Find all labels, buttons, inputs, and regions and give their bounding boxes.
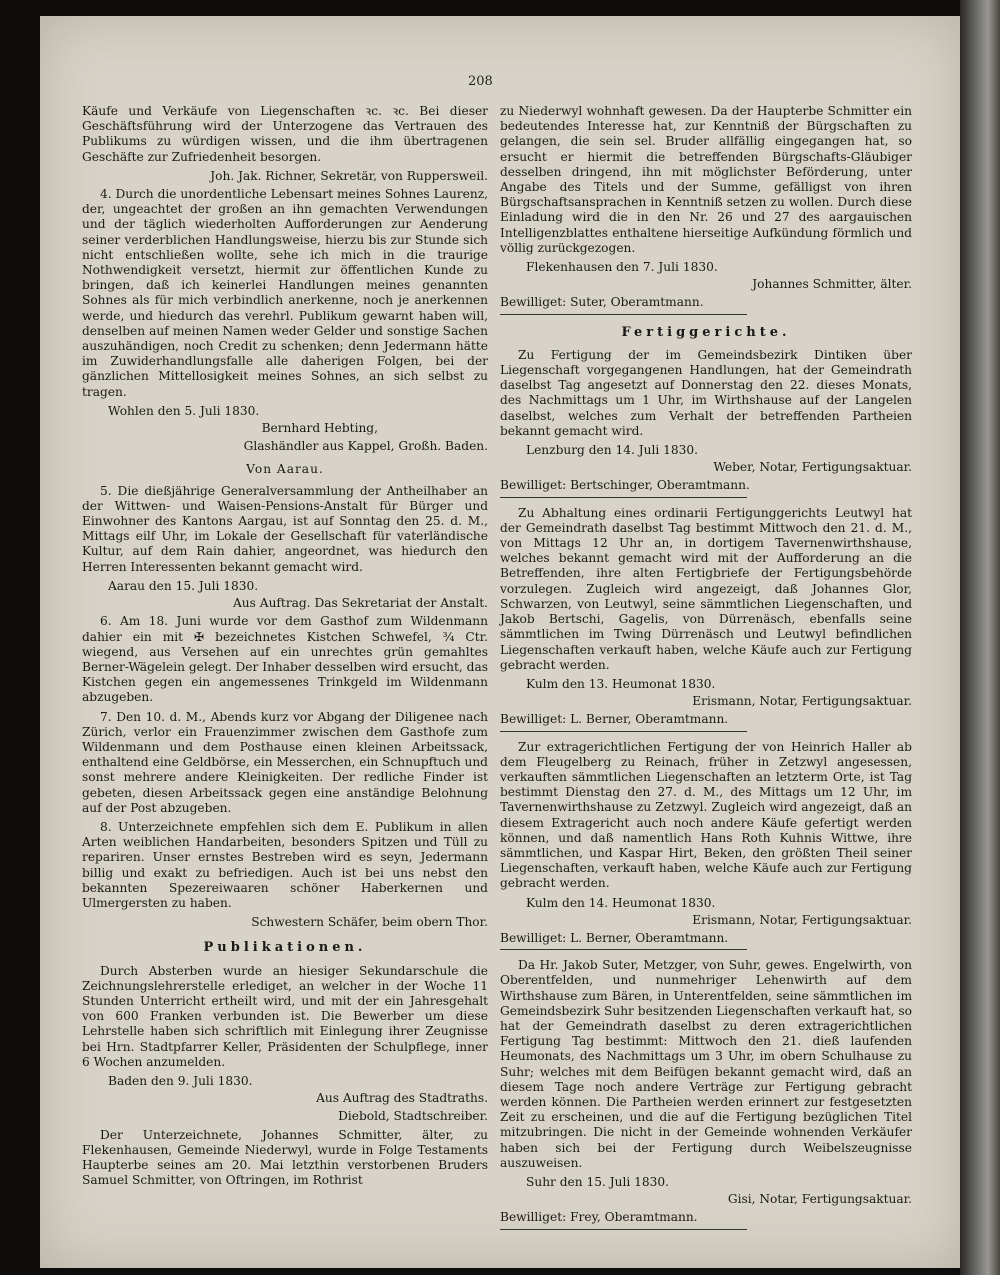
left-column: [82, 104, 488, 1192]
left-paragraph-1: Käufe und Verkäufe von Liegenschaften ꝛc. ꝛc. Bei dieser Geschäftsführung wird der Unterzogene das Vertrauen des Publikums zu würdigen wissen, und die ihm übertragenen Geschäfte zur Zufriedenheit besorgen.: [82, 104, 488, 164]
page-number: 208: [468, 74, 493, 89]
section-heading-aarau: Von Aarau.: [246, 462, 324, 477]
right-paragraph-1: zu Niederwyl wohnhaft gewesen. Da der Haupterbe Schmitter ein bedeutendes Interesse hat, zur Kenntniß der Bürgschaften zu gelangen, die sein sel. Bruder allfällig eingegangen hat, so ersucht er hiermit die betreffenden Bürgschafts-Gläubiger desselben dringend, ihn mit möglichster Beförderung, unter Angabe des Titels und der Summe, gefälligst von ihren Bürgschaftsansprachen in Kenntniß setzen zu wollen. Durch diese Einladung wird die in den Nr. 26 und 27 des aargauischen Intelligenzblattes enthaltene hierseitige Aufkündung förmlich und völlig zurückgezogen.: [500, 104, 912, 255]
left-signature-1: Joh. Jak. Richner, Sekretär, von Ruppersweil.: [210, 168, 488, 183]
left-date-5: Aarau den 15. Juli 1830.: [108, 578, 259, 593]
left-paragraph-2: 4. Durch die unordentliche Lebensart meines Sohnes Laurenz, der, ungeachtet der großen an ihn gemachten Verwendungen und der täglich wiederholten Aufforderungen zur Aenderung seiner verderblichen Handlungsweise, hierzu bis zur Stunde sich nicht entschließen wollte, sehe ich mich in die traurige Nothwendigkeit versetzt, hiermit zur öffentlichen Kunde zu bringen, daß ich keinerlei Handlungen meines genannten Sohnes als für mich verbindlich anerkenne, noch je anerkennen werde, und hiedurch das verehrl. Publikum gewarnt haben will, denselben auf meinen Namen weder Gelder und sonstige Sachen auszuhändigen, noch Credit zu schenken; denn Jedermann hätte im Zuwiderhandlungsfalle alle daherigen Folgen, bei der gänzlichen Mittellosigkeit meines Sohnes, an sich selbst zu tragen.: [82, 187, 488, 399]
left-signature-9a: Aus Auftrag des Stadtraths.: [316, 1091, 488, 1106]
right-approval-4: Bewilliget: L. Berner, Oberamtmann.: [500, 931, 912, 950]
right-column: [500, 104, 912, 1238]
left-date-2: Wohlen den 5. Juli 1830.: [108, 403, 260, 418]
right-approval-5: Bewilliget: Frey, Oberamtmann.: [500, 1210, 912, 1229]
right-paragraph-5: Da Hr. Jakob Suter, Metzger, von Suhr, gewes. Engelwirth, von Oberentfelden, und nunmehriger Lehenwirth auf dem Wirthshause zum Bären, in Unterentfelden, seine sämmtlichen im Gemeindsbezirk Suhr besitzenden Liegenschaften verkauft hat, so hat der Gemeindrath daselbst zu deren extragerichtlichen Fertigung Tag bestimmt: Mittwoch den 21. dieß laufenden Heumonats, des Nachmittags um 3 Uhr, im obern Schulhause zu Suhr; welches mit dem Beifügen bekannt gemacht wird, daß an diesem Tage noch andere Verträge zur Fertigung gebracht werden können. Die Partheien werden erinnert zur festgesetzten Zeit zu erscheinen, und die auf die Fertigung bezüglichen Titel mitzubringen. Die nicht in der Gemeinde wohnenden Verkäufer haben sich bei der Fertigung durch Weibelszeugnisse auszuweisen.: [500, 958, 912, 1170]
right-paragraph-4: Zur extragerichtlichen Fertigung der von Heinrich Haller ab dem Fleugelberg zu Reinach, früher in Zetzwyl angesessen, verkauften sämmtlichen Liegenschaften an letzterm Orte, ist Tag bestimmt Dienstag den 27. d. M., des Mittags um 12 Uhr, im Tavernenwirthshause zu Zetzwyl. Zugleich wird angezeigt, daß an diesem Extragericht auch noch andere Käufe gefertigt werden können, und daß namentlich Hans Roth Kuhnis Wittwe, ihre sämmtlichen, und Kaspar Hirt, Beken, den größten Theil seiner Liegenschaften, verkauft haben, welche Käufe auch zur Fertigung gebracht werden.: [500, 739, 912, 891]
left-date-9: Baden den 9. Juli 1830.: [108, 1073, 253, 1088]
left-signature-2a: Bernhard Hebting,: [261, 421, 378, 436]
right-approval-2: Bewilliget: Bertschinger, Oberamtmann.: [500, 478, 912, 497]
right-signature-1: Johannes Schmitter, älter.: [752, 277, 912, 292]
left-paragraph-6: 6. Am 18. Juni wurde vor dem Gasthof zum Wildenmann dahier ein mit ✠ bezeichnetes Kistchen Schwefel, ¾ Ctr. wiegend, aus Versehen auf ein unrechtes grün gemahltes Berner-Wägelein gelegt. Der Inhaber desselben wird ersucht, das Kistchen gegen ein angemessenes Trinkgeld im Wildenmann abzugeben.: [82, 614, 488, 705]
left-signature-8: Schwestern Schäfer, beim obern Thor.: [251, 915, 488, 930]
right-paragraph-3: Zu Abhaltung eines ordinarii Fertigunggerichts Leutwyl hat der Gemeindrath daselbst Tag bestimmt Mittwoch den 21. d. M., von Mittags 12 Uhr an, in dortigem Tavernenwirthshause, welches bekannt gemacht wird mit der Aufforderung an die Betreffenden, ihre alten Fertigbriefe der Fertigungsbehörde vorzulegen. Zugleich wird angezeigt, daß Johannes Glor, Schwarzen, von Leutwyl, seine sämmtlichen Liegenschaften, und Jakob Bertschi, Gagelis, von Dürrenäsch, ebenfalls seine sämmtlichen im Twing Dürrenäsch und Leutwyl befindlichen Liegenschaften verkauft haben, welche Käufe auch zur Fertigung gebracht werden.: [500, 505, 912, 672]
right-date-5: Suhr den 15. Juli 1830.: [526, 1175, 670, 1189]
left-paragraph-8: 8. Unterzeichnete empfehlen sich dem E. Publikum in allen Arten weiblichen Handarbeiten, besonders Spitzen und Tüll zu repariren. Unser ernstes Bestreben wird es seyn, Jedermann billig und exakt zu befriedigen. Auch ist bei uns nebst den bekannten Spezereiwaaren schöner Haberkernen und Ulmergersten zu haben.: [82, 819, 488, 910]
left-signature-2b: Glashändler aus Kappel, Großh. Baden.: [243, 439, 488, 454]
right-date-4: Kulm den 14. Heumonat 1830.: [526, 895, 716, 910]
right-paragraph-2: Zu Fertigung der im Gemeindsbezirk Dintiken über Liegenschaft vorgegangenen Handlungen, hat der Gemeindrath daselbst Tag angesetzt auf Donnerstag den 22. dieses Monats, des Nachmittags um 1 Uhr, im Wirthshause auf der Langelen daselbst, welches zum Verhalt der betreffenden Partheien bekannt gemacht wird.: [500, 347, 912, 438]
left-paragraph-5: 5. Die dießjährige Generalversammlung der Antheilhaber an der Wittwen- und Waisen-Pensions-Anstalt für Bürger und Einwohner des Kantons Aargau, ist auf Sonntag den 25. d. M., Mittags eilf Uhr, im Lokale der Gesellschaft für vaterländische Kultur, auf dem Rain dahier, angeordnet, was hiedurch den Herren Interessenten bekannt gemacht wird.: [82, 483, 488, 574]
right-signature-4: Erismann, Notar, Fertigungsaktuar.: [692, 912, 912, 927]
left-signature-5: Aus Auftrag. Das Sekretariat der Anstalt.: [232, 596, 488, 611]
right-approval-1: Bewilliget: Suter, Oberamtmann.: [500, 295, 912, 314]
left-paragraph-7: 7. Den 10. d. M., Abends kurz vor Abgang der Diligenee nach Zürich, verlor ein Frauenzimmer zwischen dem Gasthofe zum Wildenmann und dem Posthause einen kleinen Arbeitssack, enthaltend eine Geldbörse, ein Messerchen, ein Schnupftuch und sonst mehrere andere Kleinigkeiten. Der redliche Finder ist gebeten, diesen Arbeitssack gegen eine anständige Belohnung auf der Post abzugeben.: [82, 709, 488, 815]
right-date-1: Flekenhausen den 7. Juli 1830.: [526, 260, 718, 275]
right-approval-3: Bewilliget: L. Berner, Oberamtmann.: [500, 712, 912, 731]
right-signature-2: Weber, Notar, Fertigungsaktuar.: [713, 460, 912, 475]
section-heading-publikationen: Publikationen.: [203, 940, 367, 956]
right-signature-5: Gisi, Notar, Fertigungsaktuar.: [727, 1192, 912, 1207]
book-spine: [960, 0, 1000, 1275]
right-date-3: Kulm den 13. Heumonat 1830.: [526, 676, 716, 691]
right-date-2: Lenzburg den 14. Juli 1830.: [526, 443, 699, 458]
left-signature-9b: Diebold, Stadtschreiber.: [338, 1109, 488, 1124]
section-heading-fertiggerichte: Fertiggerichte.: [621, 324, 791, 340]
right-signature-3: Erismann, Notar, Fertigungsaktuar.: [692, 694, 912, 709]
left-paragraph-10: Der Unterzeichnete, Johannes Schmitter, älter, zu Flekenhausen, Gemeinde Niederwyl, wurde in Folge Testaments Haupterbe seines am 20. Mai letzthin verstorbenen Bruders Samuel Schmitter, von Oftringen, im Rothrist: [82, 1127, 488, 1188]
left-paragraph-9: Durch Absterben wurde an hiesiger Sekundarschule die Zeichnungslehrerstelle erlediget, an welcher in der Woche 11 Stunden Unterricht ertheilt wird, und mit der ein Jahresgehalt von 600 Franken verbunden ist. Die Bewerber um diese Lehrstelle haben sich schriftlich mit Einlegung ihrer Zeugnisse bei Hrn. Stadtpfarrer Keller, Präsidenten der Schulpflege, inner 6 Wochen anzumelden.: [82, 963, 488, 1069]
